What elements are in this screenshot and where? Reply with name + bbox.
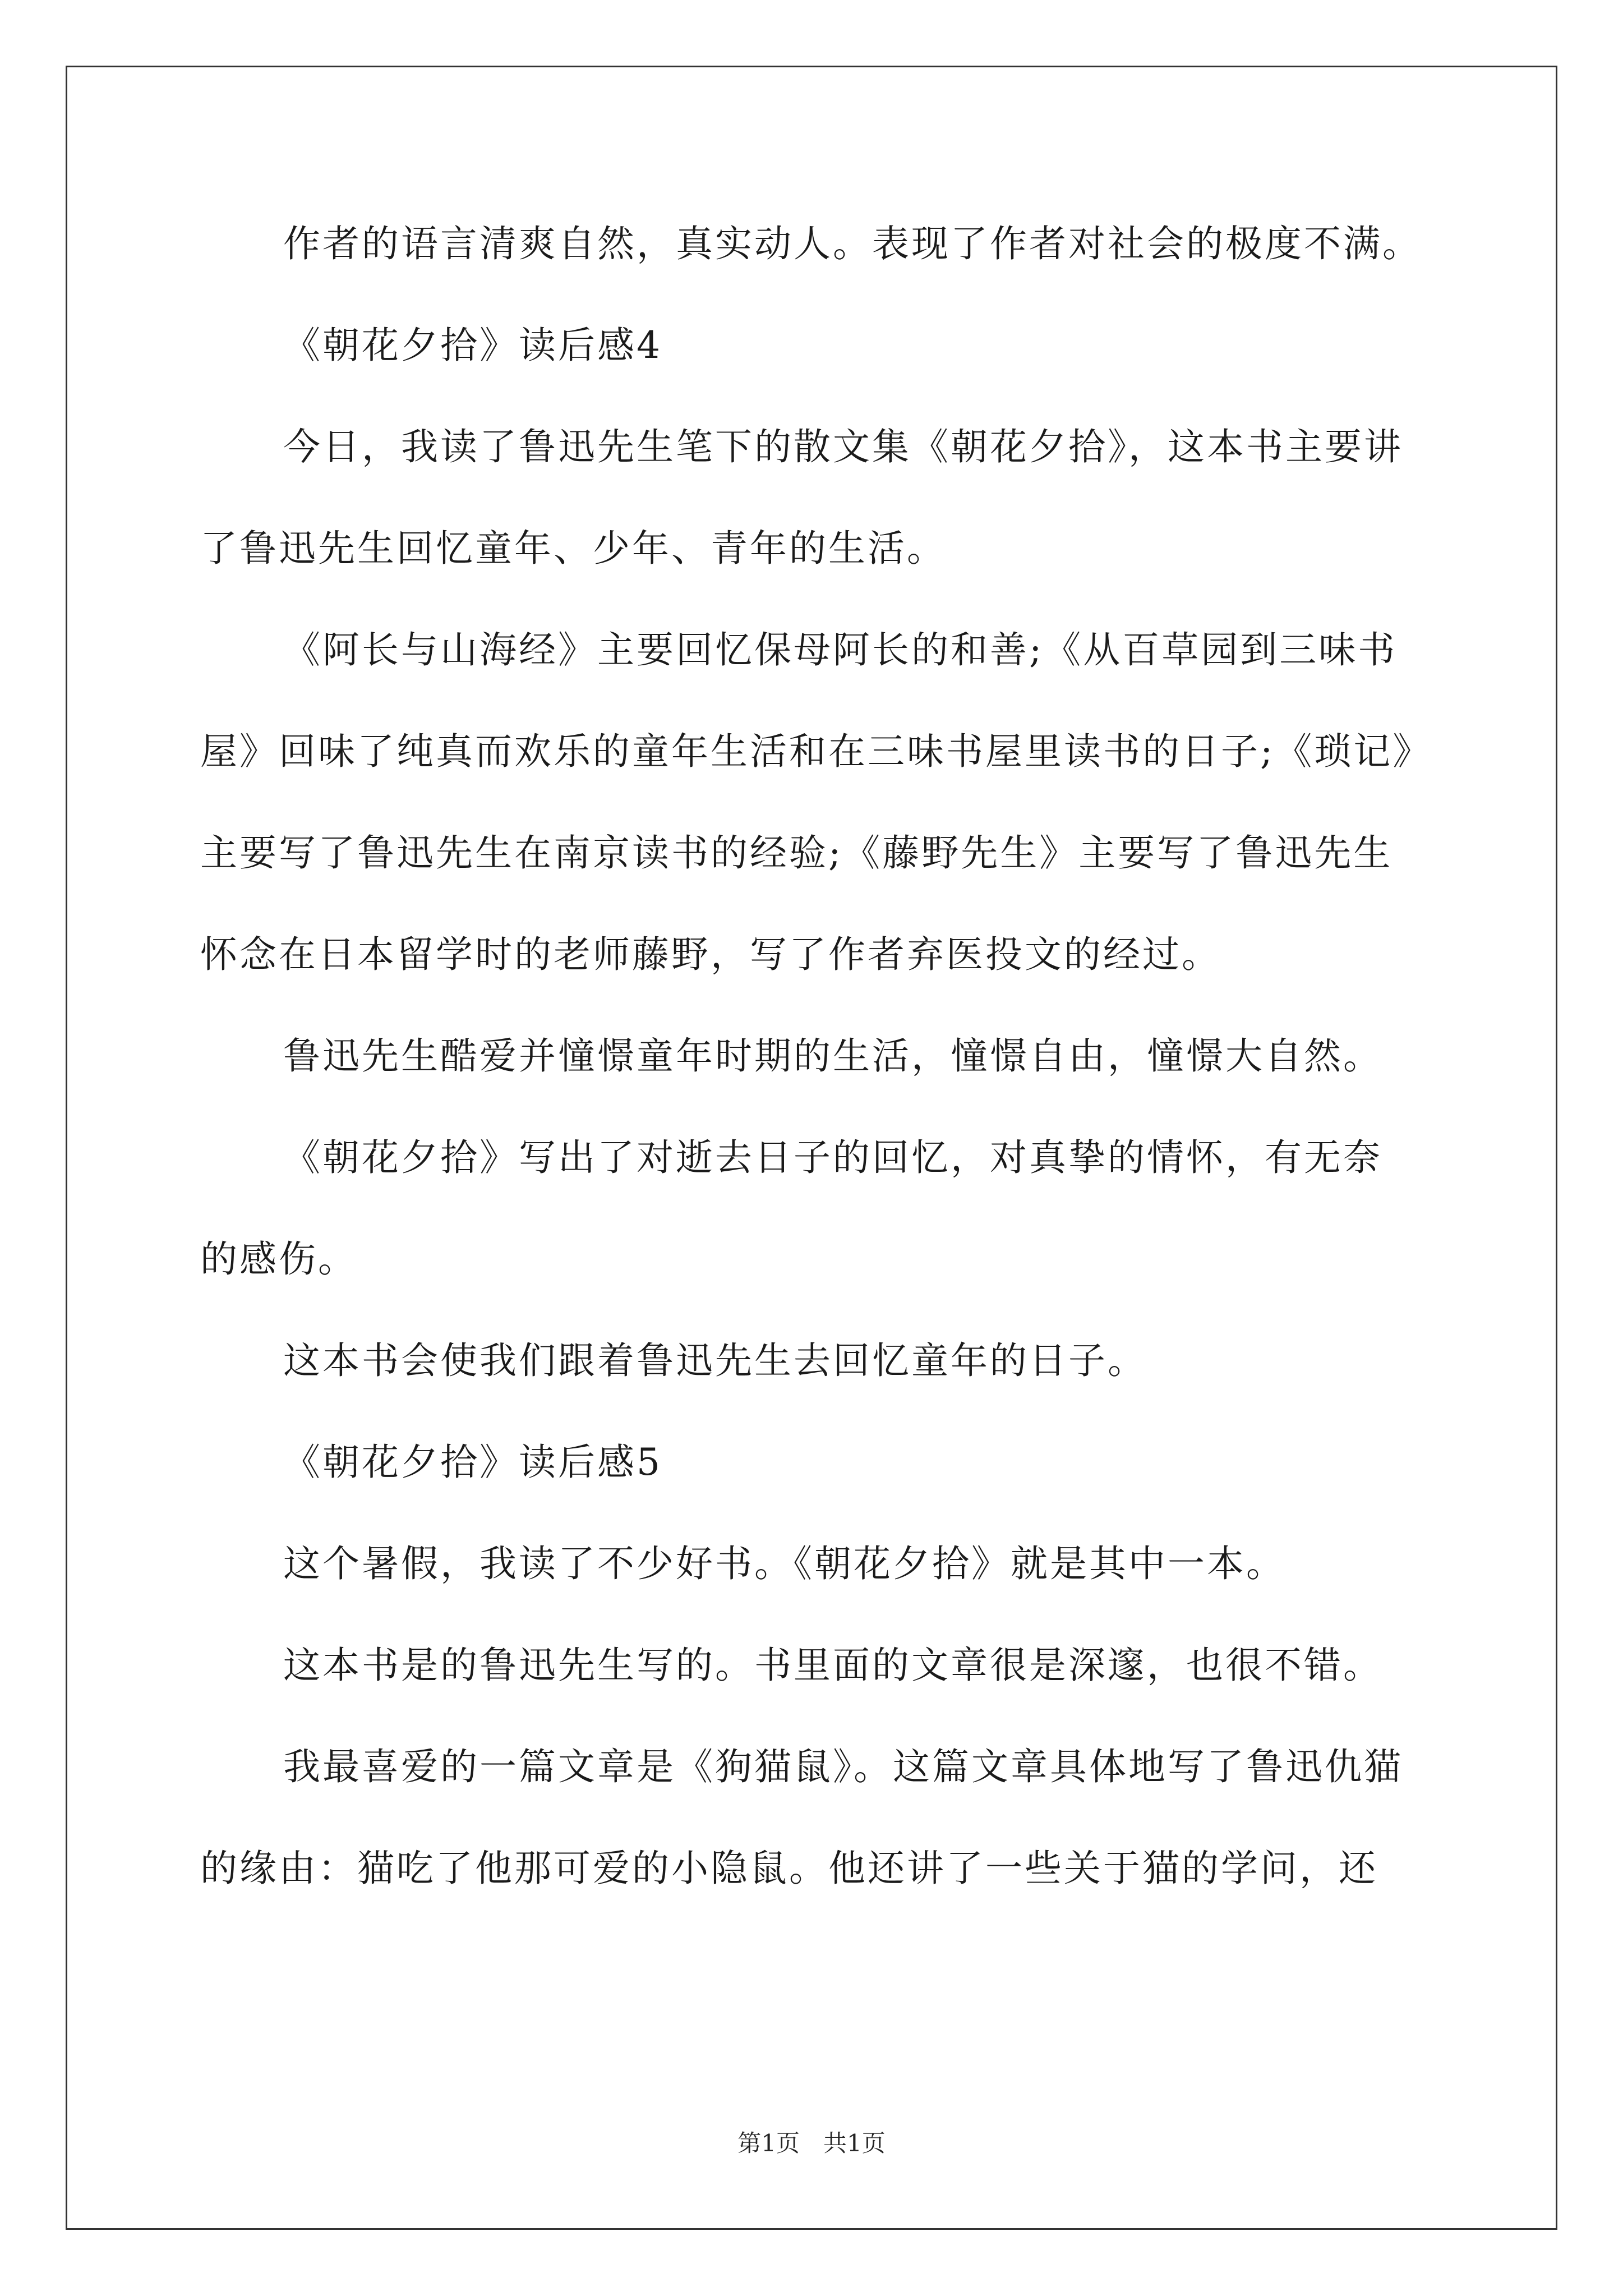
paragraph-line: 了鲁迅先生回忆童年、少年、青年的生活。 bbox=[200, 527, 946, 570]
paragraph-line: 《朝花夕拾》写出了对逝去日子的回忆，对真挚的情怀，有无奈 bbox=[283, 1136, 1382, 1179]
paragraph-line: 《阿长与山海经》主要回忆保母阿长的和善;《从百草园到三味书 bbox=[283, 628, 1398, 671]
section-heading: 《朝花夕拾》读后感4 bbox=[283, 324, 662, 367]
paragraph-line: 我最喜爱的一篇文章是《狗猫鼠》。这篇文章具体地写了鲁迅仇猫 bbox=[283, 1745, 1403, 1788]
paragraph-line: 今日，我读了鲁迅先生笔下的散文集《朝花夕拾》，这本书主要讲 bbox=[283, 425, 1403, 468]
paragraph-line: 怀念在日本留学时的老师藤野，写了作者弃医投文的经过。 bbox=[200, 933, 1221, 976]
paragraph-line: 这本书是的鲁迅先生写的。书里面的文章很是深邃，也很不错。 bbox=[283, 1644, 1382, 1687]
section-heading: 《朝花夕拾》读后感5 bbox=[283, 1441, 662, 1484]
paragraph-line: 作者的语言清爽自然，真实动人。表现了作者对社会的极度不满。 bbox=[283, 222, 1422, 265]
paragraph-line: 主要写了鲁迅先生在南京读书的经验;《藤野先生》主要写了鲁迅先生 bbox=[200, 831, 1393, 875]
paragraph-line: 这本书会使我们跟着鲁迅先生去回忆童年的日子。 bbox=[283, 1339, 1147, 1382]
paragraph-line: 的缘由：猫吃了他那可爱的小隐鼠。他还讲了一些关于猫的学问，还 bbox=[200, 1847, 1378, 1890]
paragraph-line: 鲁迅先生酷爱并憧憬童年时期的生活，憧憬自由，憧憬大自然。 bbox=[283, 1034, 1382, 1078]
page-number-footer: 第1页 共1页 bbox=[737, 2129, 886, 2157]
paragraph-line: 的感伤。 bbox=[200, 1237, 357, 1281]
paragraph-line: 屋》回味了纯真而欢乐的童年生活和在三味书屋里读书的日子;《琐记》 bbox=[200, 730, 1432, 773]
paragraph-line: 这个暑假，我读了不少好书。《朝花夕拾》就是其中一本。 bbox=[283, 1542, 1285, 1585]
